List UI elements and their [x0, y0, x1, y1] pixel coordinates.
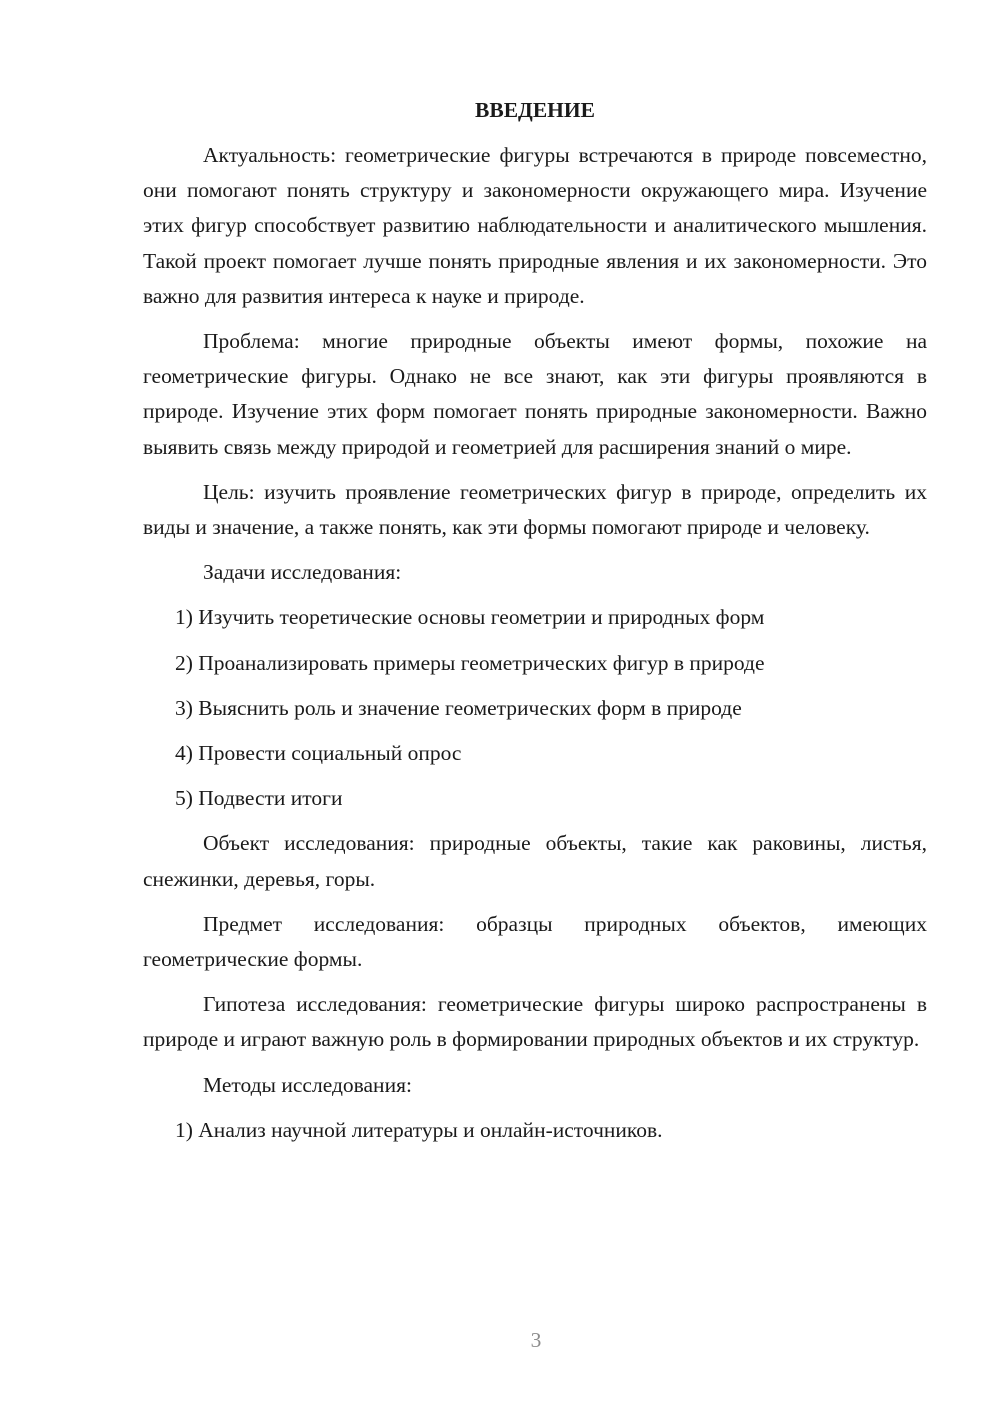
list-item: 3) Выяснить роль и значение геометрических форм в природе — [175, 695, 742, 720]
page-title: ВВЕДЕНИЕ — [475, 98, 595, 122]
methods-heading: Методы исследования: — [203, 1072, 412, 1097]
object-paragraph: Объект исследования: природные объекты, такие как раковины, листья, снежинки, деревья, горы. — [143, 831, 927, 891]
subject-paragraph: Предмет исследования: образцы природных объектов, имеющих геометрические формы. — [143, 911, 927, 972]
list-item: 2) Проанализировать примеры геометрических фигур в природе — [175, 650, 765, 675]
tasks-list — [143, 600, 927, 816]
list-item: 4) Провести социальный опрос — [175, 741, 462, 766]
list-item: 1) Изучить теоретические основы геометрии и природных форм — [175, 605, 765, 630]
problem-paragraph: Проблема: многие природные объекты имеют формы, похожие на геометрические фигуры. Однако не все знают, как эти фигуры проявляются в природе. Изучение этих форм помогает понять природные закономерности. Важно выявить связь между природой и геометрией для расширения знаний о мире. — [143, 329, 927, 459]
goal-paragraph: Цель: изучить проявление геометрических фигур в природе, определить их виды и значение, а также понять, как эти формы помогают природе и человеку. — [143, 479, 927, 540]
methods-list — [143, 1113, 927, 1148]
list-item: 5) Подвести итоги — [175, 786, 343, 811]
page-number: 3 — [530, 1328, 542, 1352]
hypothesis-paragraph: Гипотеза исследования: геометрические фигуры широко распространены в природе и играют важную роль в формировании природных объектов и их структур. — [143, 992, 927, 1052]
tasks-heading: Задачи исследования: — [203, 560, 402, 585]
relevance-paragraph: Актуальность: геометрические фигуры встречаются в природе повсеместно, они помогают понять структуру и закономерности окружающего мира. Изучение этих фигур способствует развитию наблюдательности и аналитического мышления. Такой проект помогает лучше понять природные явления и их закономерности. Это важно для развития интереса к науке и природе. — [143, 143, 927, 308]
page-content — [143, 94, 927, 1158]
list-item: 1) Анализ научной литературы и онлайн-источников. — [175, 1117, 663, 1142]
